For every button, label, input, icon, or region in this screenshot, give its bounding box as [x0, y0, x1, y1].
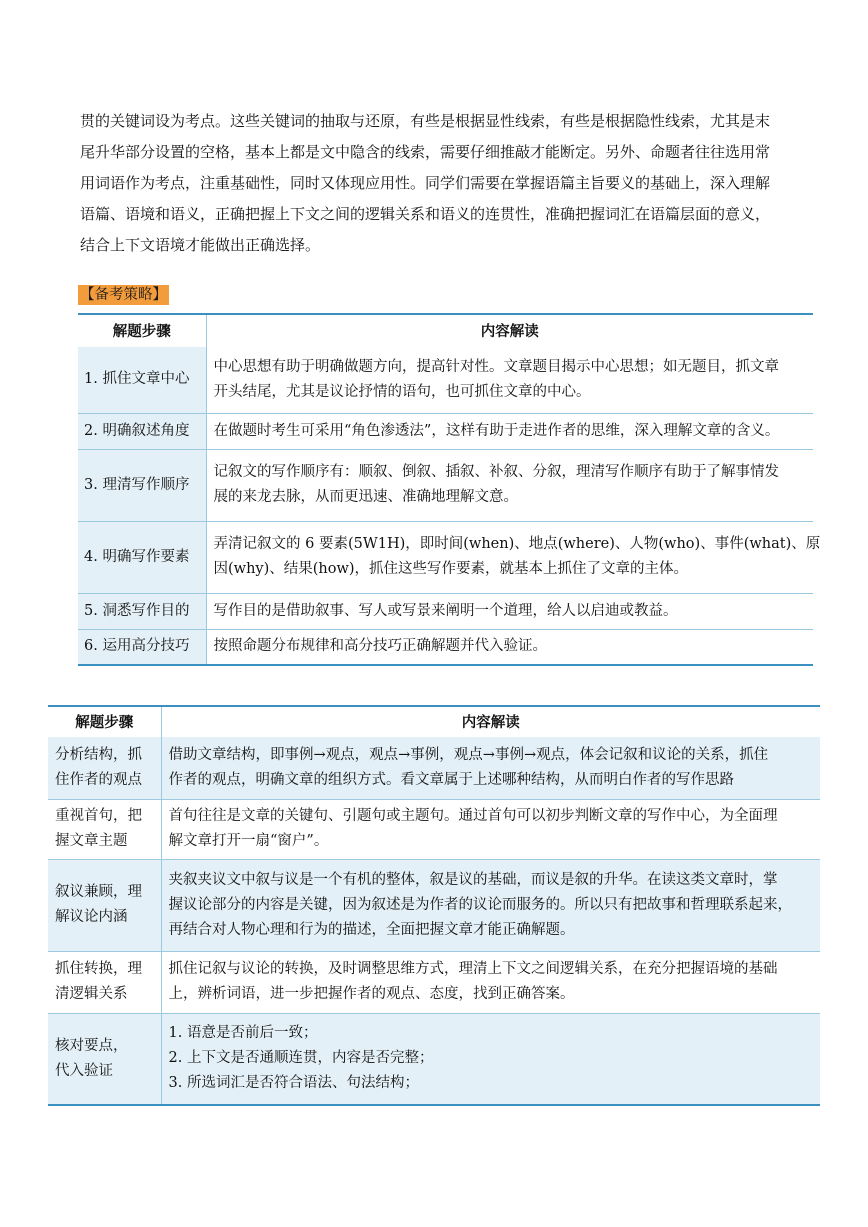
step-cell: 5. 洞悉写作目的	[78, 593, 206, 629]
content-cell: 1. 语意是否前后一致； 2. 上下文是否通顺连贯，内容是否完整； 3. 所选词汇是否符合语法、句法结构；	[161, 1013, 820, 1105]
intro-line: 结合上下文语境才能做出正确选择。	[80, 236, 321, 254]
header-step: 解题步骤	[78, 314, 206, 347]
step-cell: 4. 明确写作要素	[78, 521, 206, 593]
content-cell: 夹叙夹议文中叙与议是一个有机的整体，叙是议的基础，而议是叙的升华。在读这类文章时，掌 握议论部分的内容是关键，因为叙述是为作者的议论而服务的。所以只有把故事和哲理联系起来， 再结合对人物心理和行为的描述，全面把握文章才能正确解题。	[161, 859, 820, 951]
content-cell: 抓住记叙与议论的转换，及时调整思维方式，理清上下文之间逻辑关系，在充分把握语境的基础 上，辨析词语，进一步把握作者的观点、态度，找到正确答案。	[168, 961, 778, 1002]
content-cell: 在做题时考生可采用“角色渗透法”，这样有助于走进作者的思维，深入理解文章的含义。	[206, 413, 813, 449]
table-row	[48, 859, 820, 951]
table-row	[48, 951, 820, 1013]
step-cell: 叙议兼顾，理 解议论内涵	[48, 859, 161, 951]
content-cell: 中心思想有助于明确做题方向，提高针对性。文章题目揭示中心思想；如无题目，抓文章 开头结尾，尤其是议论抒情的语句，也可抓住文章的中心。	[206, 347, 813, 413]
content-cell: 记叙文的写作顺序有：顺叙、倒叙、插叙、补叙、分叙，理清写作顺序有助于了解事情发 展的来龙去脉，从而更迅速、准确地理解文意。	[206, 449, 813, 521]
table-row	[78, 521, 813, 593]
table-header-row	[78, 314, 813, 347]
content-cell: 借助文章结构，即事例→观点，观点→事例，观点→事例→观点，体会记叙和议论的关系，抓住 作者的观点，明确文章的组织方式。看文章属于上述哪种结构，从而明白作者的写作思路	[161, 737, 820, 799]
method-table	[48, 705, 820, 1106]
step-cell: 6. 运用高分技巧	[78, 629, 206, 665]
strategy-tag: 【备考策略】	[80, 287, 167, 303]
header-content: 内容解读	[480, 322, 539, 340]
intro-line: 尾升华部分设置的空格，基本上都是文中隐含的线索，需要仔细推敲才能断定。另外、命题者往往选用常	[80, 143, 771, 161]
content-cell: 弄清记叙文的 6 要素(5W1H)，即时间(when)、地点(where)、人物(who)、事件(what)、原 因(why)、结果(how)，抓住这些写作要素，就基本上抓住了文章的主体。	[206, 521, 813, 593]
strategy-table	[78, 313, 821, 666]
header-content: 内容解读	[461, 713, 520, 731]
table-row	[48, 737, 820, 799]
step-cell: 1. 抓住文章中心	[78, 347, 206, 413]
step-cell: 核对要点， 代入验证	[48, 1013, 161, 1105]
intro-line: 用词语作为考点，注重基础性，同时又体现应用性。同学们需要在掌握语篇主旨要义的基础上，深入理解	[80, 174, 771, 192]
step-cell: 重视首句，把 握文章主题	[48, 799, 161, 859]
table-row	[78, 593, 813, 629]
header-step: 解题步骤	[48, 706, 161, 737]
content-cell: 写作目的是借助叙事、写人或写景来阐明一个道理，给人以启迪或教益。	[206, 593, 813, 629]
intro-line: 语篇、语境和语义，正确把握上下文之间的逻辑关系和语义的连贯性，准确把握词汇在语篇层面的意义，	[80, 205, 771, 223]
table-row	[78, 629, 813, 665]
table-row	[78, 449, 813, 521]
table-header-row	[48, 706, 820, 737]
intro-paragraph	[80, 106, 800, 261]
table-row	[78, 413, 813, 449]
content-cell: 按照命题分布规律和高分技巧正确解题并代入验证。	[206, 629, 813, 665]
table-row	[48, 1013, 820, 1105]
content-cell: 首句往往是文章的关键句、引题句或主题句。通过首句可以初步判断文章的写作中心，为全面理 解文章打开一扇“窗户”。	[168, 808, 778, 849]
table-row	[48, 799, 820, 859]
step-cell: 抓住转换，理 清逻辑关系	[48, 951, 161, 1013]
intro-line: 贯的关键词设为考点。这些关键词的抽取与还原，有些是根据显性线索，有些是根据隐性线索，尤其是末	[80, 112, 771, 130]
step-cell: 3. 理清写作顺序	[78, 449, 206, 521]
step-cell: 分析结构，抓 住作者的观点	[48, 737, 161, 799]
step-cell: 2. 明确叙述角度	[78, 413, 206, 449]
table-row	[78, 347, 813, 413]
